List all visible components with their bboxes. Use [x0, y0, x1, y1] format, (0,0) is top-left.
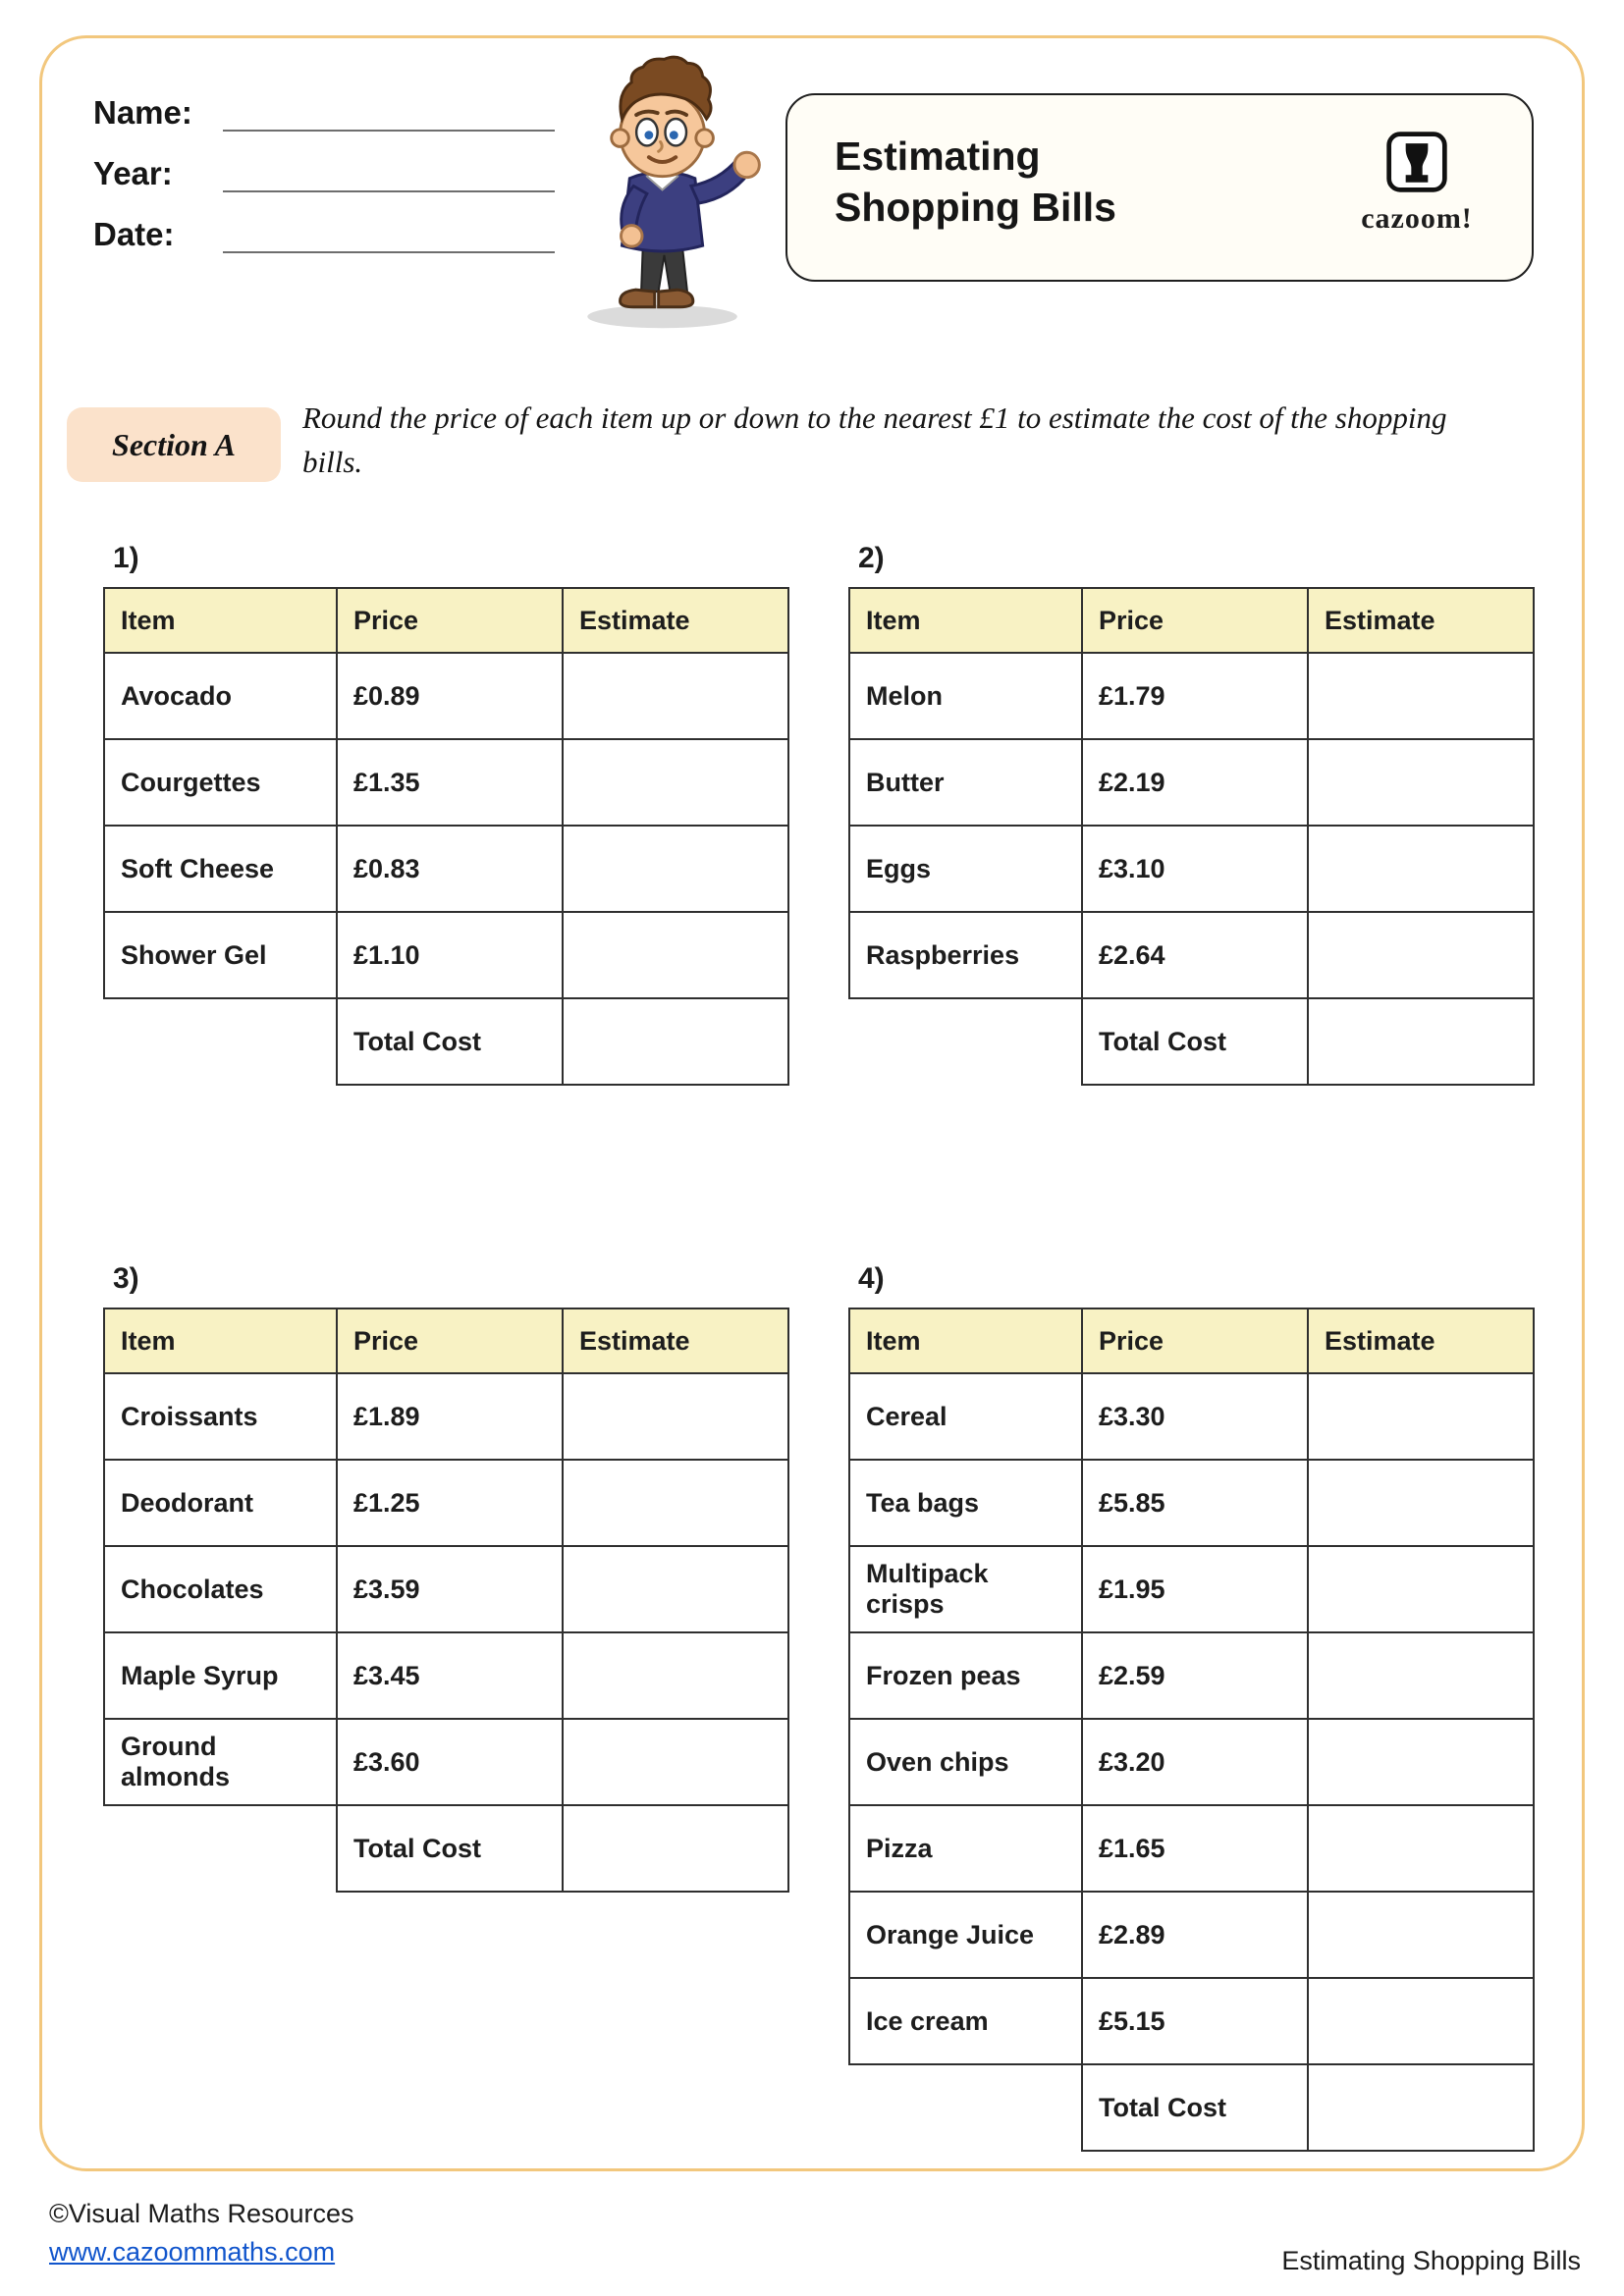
- copyright-text: ©Visual Maths Resources: [49, 2199, 354, 2228]
- table-row: [104, 1460, 788, 1546]
- total-estimate-cell: [1308, 998, 1534, 1085]
- column-header: Price: [337, 1308, 563, 1373]
- total-cost-label: Total Cost: [1082, 998, 1308, 1085]
- table-row: [104, 826, 788, 912]
- name-label: Name:: [93, 94, 192, 131]
- item-cell: Melon: [849, 653, 1082, 739]
- footer-document-title: Estimating Shopping Bills: [1281, 2246, 1581, 2275]
- price-cell: £0.89: [337, 653, 563, 739]
- total-estimate-cell: [563, 1805, 788, 1892]
- date-write-line: [223, 218, 555, 253]
- estimate-cell: [563, 1546, 788, 1632]
- total-cost-label: Total Cost: [1082, 2064, 1308, 2151]
- price-cell: £3.30: [1082, 1373, 1308, 1460]
- item-cell: Oven chips: [849, 1719, 1082, 1805]
- table-row: [104, 739, 788, 826]
- item-cell: Eggs: [849, 826, 1082, 912]
- price-cell: £1.65: [1082, 1805, 1308, 1892]
- column-header: Item: [104, 1308, 337, 1373]
- item-cell: Multipack crisps: [849, 1546, 1082, 1632]
- year-write-line: [223, 157, 555, 192]
- table-row: [104, 1373, 788, 1460]
- ghost-cell: [104, 1805, 337, 1892]
- item-cell: Butter: [849, 739, 1082, 826]
- total-row: [104, 1805, 788, 1892]
- column-header: Estimate: [1308, 1308, 1534, 1373]
- column-header: Item: [104, 588, 337, 653]
- table-header-row: [104, 588, 788, 653]
- date-field: [93, 216, 555, 253]
- table-row: [849, 826, 1534, 912]
- cazoom-logo-icon: [1383, 129, 1450, 195]
- item-cell: Shower Gel: [104, 912, 337, 998]
- item-cell: Croissants: [104, 1373, 337, 1460]
- column-header: Estimate: [563, 1308, 788, 1373]
- column-header: Item: [849, 1308, 1082, 1373]
- tables-grid: [103, 542, 1533, 2152]
- student-info-fields: [93, 94, 555, 277]
- item-cell: Raspberries: [849, 912, 1082, 998]
- total-estimate-cell: [1308, 2064, 1534, 2151]
- table-number: 2): [858, 542, 885, 574]
- price-cell: £2.59: [1082, 1632, 1308, 1719]
- table-number: 3): [113, 1262, 139, 1295]
- total-row: [849, 998, 1534, 1085]
- table-header-row: [849, 1308, 1534, 1373]
- estimate-cell: [1308, 826, 1534, 912]
- estimate-cell: [563, 653, 788, 739]
- item-cell: Avocado: [104, 653, 337, 739]
- page-title-line2: Shopping Bills: [835, 185, 1116, 231]
- section-a-badge: Section A: [67, 407, 281, 482]
- estimate-cell: [563, 1460, 788, 1546]
- item-cell: Courgettes: [104, 739, 337, 826]
- estimate-cell: [1308, 1978, 1534, 2064]
- year-label: Year:: [93, 155, 173, 191]
- item-cell: Tea bags: [849, 1460, 1082, 1546]
- boy-cartoon-illustration: [555, 41, 776, 336]
- price-cell: £0.83: [337, 826, 563, 912]
- total-cost-label: Total Cost: [337, 1805, 563, 1892]
- table-row: [849, 1978, 1534, 2064]
- estimate-cell: [1308, 1805, 1534, 1892]
- table-block-2: [848, 542, 1533, 1086]
- price-cell: £2.19: [1082, 739, 1308, 826]
- table-row: [849, 1892, 1534, 1978]
- column-header: Estimate: [1308, 588, 1534, 653]
- price-cell: £1.79: [1082, 653, 1308, 739]
- column-header: Price: [1082, 1308, 1308, 1373]
- shopping-table: [848, 1308, 1535, 2152]
- total-row: [104, 998, 788, 1085]
- item-cell: Orange Juice: [849, 1892, 1082, 1978]
- total-cost-label: Total Cost: [337, 998, 563, 1085]
- price-cell: £1.10: [337, 912, 563, 998]
- cazoom-logo-text: cazoom!: [1361, 202, 1473, 235]
- price-cell: £1.89: [337, 1373, 563, 1460]
- footer-left: [49, 2199, 354, 2268]
- item-cell: Cereal: [849, 1373, 1082, 1460]
- estimate-cell: [563, 912, 788, 998]
- column-header: Item: [849, 588, 1082, 653]
- table-header-row: [104, 1308, 788, 1373]
- shopping-table: [103, 587, 789, 1086]
- price-cell: £1.25: [337, 1460, 563, 1546]
- year-field: [93, 155, 555, 192]
- table-row: [849, 1632, 1534, 1719]
- table-block-1: [103, 542, 787, 1086]
- estimate-cell: [1308, 653, 1534, 739]
- estimate-cell: [1308, 739, 1534, 826]
- price-cell: £2.89: [1082, 1892, 1308, 1978]
- price-cell: £2.64: [1082, 912, 1308, 998]
- table-row: [849, 653, 1534, 739]
- table-block-3: [103, 1262, 787, 1893]
- date-label: Date:: [93, 216, 175, 252]
- price-cell: £3.59: [337, 1546, 563, 1632]
- name-field: [93, 94, 555, 132]
- column-header: Estimate: [563, 588, 788, 653]
- item-cell: Ground almonds: [104, 1719, 337, 1805]
- price-cell: £1.35: [337, 739, 563, 826]
- table-row: [104, 653, 788, 739]
- item-cell: Chocolates: [104, 1546, 337, 1632]
- estimate-cell: [1308, 1460, 1534, 1546]
- ghost-cell: [849, 2064, 1082, 2151]
- item-cell: Soft Cheese: [104, 826, 337, 912]
- shopping-table: [848, 587, 1535, 1086]
- estimate-cell: [563, 1719, 788, 1805]
- page-title: [835, 131, 1116, 234]
- estimate-cell: [1308, 1373, 1534, 1460]
- ghost-cell: [849, 998, 1082, 1085]
- estimate-cell: [563, 1373, 788, 1460]
- shopping-table: [103, 1308, 789, 1893]
- table-row: [849, 1805, 1534, 1892]
- table-row: [849, 739, 1534, 826]
- table-row: [104, 1546, 788, 1632]
- name-write-line: [223, 96, 555, 132]
- item-cell: Frozen peas: [849, 1632, 1082, 1719]
- table-row: [849, 1460, 1534, 1546]
- table-row: [104, 1719, 788, 1805]
- total-estimate-cell: [563, 998, 788, 1085]
- price-cell: £3.60: [337, 1719, 563, 1805]
- estimate-cell: [563, 1632, 788, 1719]
- table-row: [104, 1632, 788, 1719]
- table-row: [104, 912, 788, 998]
- total-row: [849, 2064, 1534, 2151]
- worksheet-title-box: [785, 93, 1534, 282]
- column-header: Price: [337, 588, 563, 653]
- table-row: [849, 1546, 1534, 1632]
- column-header: Price: [1082, 588, 1308, 653]
- item-cell: Ice cream: [849, 1978, 1082, 2064]
- cazoom-logo: [1353, 129, 1481, 236]
- table-number: 1): [113, 542, 139, 574]
- estimate-cell: [563, 826, 788, 912]
- price-cell: £1.95: [1082, 1546, 1308, 1632]
- table-header-row: [849, 588, 1534, 653]
- price-cell: £3.10: [1082, 826, 1308, 912]
- item-cell: Pizza: [849, 1805, 1082, 1892]
- table-row: [849, 1719, 1534, 1805]
- estimate-cell: [1308, 1546, 1534, 1632]
- table-row: [849, 1373, 1534, 1460]
- section-instructions: Round the price of each item up or down to the nearest £1 to estimate the cost of the shopping bills.: [302, 400, 1447, 479]
- price-cell: £5.15: [1082, 1978, 1308, 2064]
- ghost-cell: [104, 998, 337, 1085]
- table-block-4: [848, 1262, 1533, 2152]
- page-title-line1: Estimating: [835, 133, 1041, 179]
- price-cell: £5.85: [1082, 1460, 1308, 1546]
- table-number: 4): [858, 1262, 885, 1295]
- item-cell: Maple Syrup: [104, 1632, 337, 1719]
- table-row: [849, 912, 1534, 998]
- estimate-cell: [563, 739, 788, 826]
- estimate-cell: [1308, 1632, 1534, 1719]
- price-cell: £3.45: [337, 1632, 563, 1719]
- estimate-cell: [1308, 1892, 1534, 1978]
- website-link[interactable]: www.cazoommaths.com: [49, 2237, 336, 2267]
- estimate-cell: [1308, 912, 1534, 998]
- price-cell: £3.20: [1082, 1719, 1308, 1805]
- estimate-cell: [1308, 1719, 1534, 1805]
- boy-cartoon-svg: [555, 41, 776, 331]
- item-cell: Deodorant: [104, 1460, 337, 1546]
